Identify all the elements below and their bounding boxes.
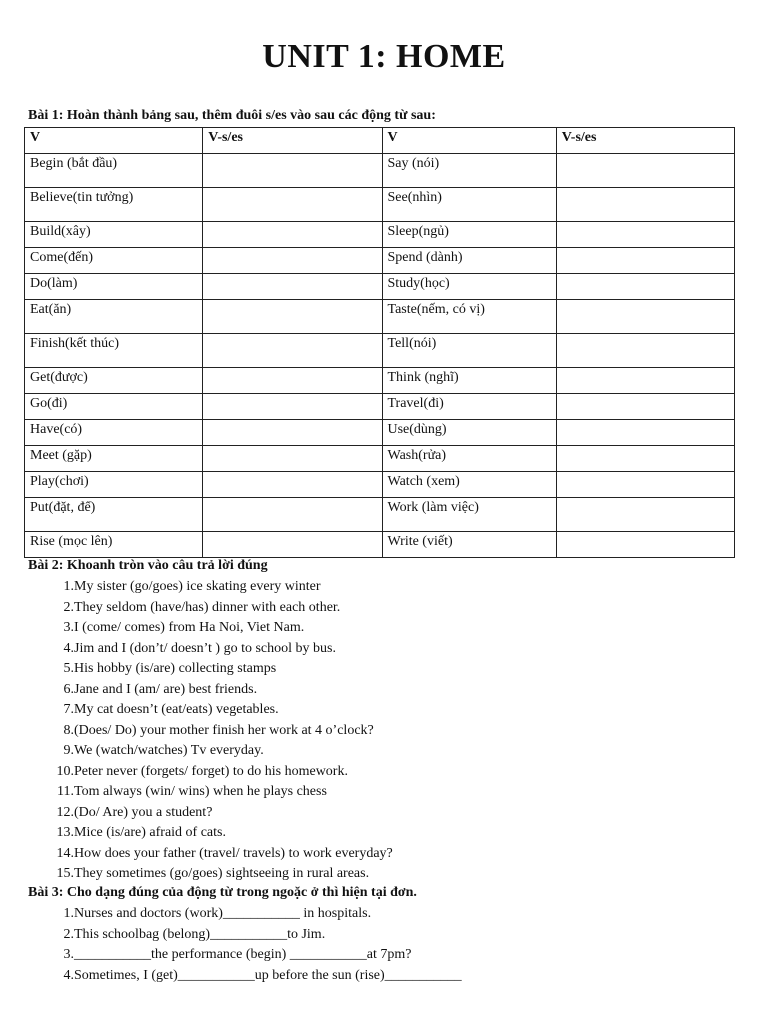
answer-cell[interactable]: [203, 274, 382, 300]
item-text: My cat doesn’t (eat/eats) vegetables.: [74, 702, 279, 717]
verb-cell: Begin (bắt đầu): [25, 154, 203, 188]
item-number: 14.: [56, 845, 74, 861]
answer-cell[interactable]: [556, 274, 734, 300]
exercise3-heading: Bài 3: Cho dạng đúng của động từ trong ngoặc ở thì hiện tại đơn.: [28, 885, 417, 900]
column-header: V-s/es: [556, 128, 734, 154]
answer-cell[interactable]: [556, 498, 734, 532]
item-number: 3.: [63, 620, 74, 635]
answer-cell[interactable]: [203, 368, 382, 394]
item-text: Mice (is/are) afraid of cats.: [74, 825, 226, 840]
table-row: [25, 188, 735, 222]
verb-cell: Eat(ăn): [25, 300, 203, 334]
answer-cell[interactable]: [203, 420, 382, 446]
list-item: [50, 844, 740, 865]
list-item: [50, 782, 740, 803]
item-number: 8.: [63, 722, 74, 738]
list-item: [50, 721, 740, 742]
item-number: 6.: [63, 681, 74, 697]
verb-cell: Believe(tin tưởng): [25, 188, 203, 222]
item-text: ___________the performance (begin) ___________at 7pm?: [74, 947, 412, 962]
answer-cell[interactable]: [556, 222, 734, 248]
verb-cell: Come(đến): [25, 248, 203, 274]
table-row: [25, 154, 735, 188]
item-text: We (watch/watches) Tv everyday.: [74, 743, 264, 758]
item-number: 1.: [63, 579, 74, 594]
item-text: Tom always (win/ wins) when he plays chess: [74, 784, 327, 799]
table-row: [25, 334, 735, 368]
answer-cell[interactable]: [556, 446, 734, 472]
answer-cell[interactable]: [556, 248, 734, 274]
column-header: V: [25, 128, 203, 154]
verb-cell: Taste(nếm, có vị): [382, 300, 556, 334]
verb-cell: Think (nghĩ): [382, 368, 556, 394]
answer-cell[interactable]: [556, 154, 734, 188]
answer-cell[interactable]: [556, 300, 734, 334]
table-row: [25, 394, 735, 420]
verb-cell: Use(dùng): [382, 420, 556, 446]
column-header: V: [382, 128, 556, 154]
item-number: 2.: [63, 926, 74, 942]
answer-cell[interactable]: [556, 420, 734, 446]
verb-cell: Get(được): [25, 368, 203, 394]
item-number: 7.: [63, 702, 74, 717]
answer-cell[interactable]: [203, 154, 382, 188]
verb-cell: Put(đặt, để): [25, 498, 203, 532]
exercise3-list: [50, 904, 740, 986]
answer-cell[interactable]: [203, 188, 382, 222]
verb-cell: Go(đi): [25, 394, 203, 420]
list-item: [50, 598, 740, 619]
list-item: [50, 700, 740, 721]
list-item: [50, 803, 740, 824]
item-text: My sister (go/goes) ice skating every winter: [74, 579, 321, 594]
page-title: UNIT 1: HOME: [262, 38, 506, 75]
item-number: 11.: [57, 784, 74, 799]
answer-cell[interactable]: [556, 532, 734, 558]
verb-cell: Study(học): [382, 274, 556, 300]
answer-cell[interactable]: [556, 472, 734, 498]
verb-cell: Say (nói): [382, 154, 556, 188]
table-row: [25, 300, 735, 334]
item-text: Sometimes, I (get)___________up before the sun (rise)___________: [74, 967, 462, 983]
answer-cell[interactable]: [556, 394, 734, 420]
item-text: Peter never (forgets/ forget) to do his homework.: [74, 763, 348, 779]
item-text: Jim and I (don’t/ doesn’t ) go to school by bus.: [74, 640, 336, 656]
item-text: (Do/ Are) you a student?: [74, 804, 213, 820]
item-number: 15.: [56, 866, 74, 881]
answer-cell[interactable]: [203, 394, 382, 420]
list-item: [50, 945, 740, 966]
exercise2-heading: Bài 2: Khoanh tròn vào câu trả lời đúng: [28, 558, 268, 573]
list-item: [50, 762, 740, 783]
item-number: 1.: [63, 906, 74, 921]
item-text: This schoolbag (belong)___________to Jim.: [74, 926, 326, 942]
list-item: [50, 659, 740, 680]
answer-cell[interactable]: [203, 532, 382, 558]
verb-table-header-row: [25, 128, 735, 154]
answer-cell[interactable]: [203, 472, 382, 498]
item-text: They seldom (have/has) dinner with each other.: [74, 599, 341, 615]
list-item: [50, 639, 740, 660]
verb-table: [24, 127, 735, 558]
item-text: Jane and I (am/ are) best friends.: [74, 681, 258, 697]
verb-cell: Do(làm): [25, 274, 203, 300]
list-item: [50, 680, 740, 701]
item-number: 9.: [63, 743, 74, 758]
list-item: [50, 577, 740, 598]
exercise1-heading: Bài 1: Hoàn thành bảng sau, thêm đuôi s/es vào sau các động từ sau:: [28, 108, 436, 123]
item-text: I (come/ comes) from Ha Noi, Viet Nam.: [74, 620, 305, 635]
item-text: They sometimes (go/goes) sightseeing in rural areas.: [74, 866, 370, 881]
answer-cell[interactable]: [203, 498, 382, 532]
column-header: V-s/es: [203, 128, 382, 154]
table-row: [25, 446, 735, 472]
verb-cell: See(nhìn): [382, 188, 556, 222]
table-row: [25, 368, 735, 394]
item-text: (Does/ Do) your mother finish her work at 4 o’clock?: [74, 722, 374, 738]
verb-cell: Finish(kết thúc): [25, 334, 203, 368]
verb-cell: Travel(đi): [382, 394, 556, 420]
table-row: [25, 420, 735, 446]
item-text: His hobby (is/are) collecting stamps: [74, 661, 277, 676]
list-item: [50, 966, 740, 987]
verb-cell: Watch (xem): [382, 472, 556, 498]
answer-cell[interactable]: [203, 300, 382, 334]
table-row: [25, 532, 735, 558]
item-number: 5.: [63, 661, 74, 676]
item-number: 10.: [56, 763, 74, 779]
verb-cell: Build(xây): [25, 222, 203, 248]
verb-cell: Tell(nói): [382, 334, 556, 368]
verb-cell: Work (làm việc): [382, 498, 556, 532]
answer-cell[interactable]: [556, 334, 734, 368]
verb-cell: Wash(rửa): [382, 446, 556, 472]
verb-cell: Rise (mọc lên): [25, 532, 203, 558]
item-number: 2.: [63, 599, 74, 615]
item-number: 3.: [63, 947, 74, 962]
verb-cell: Spend (dành): [382, 248, 556, 274]
verb-cell: Meet (gặp): [25, 446, 203, 472]
verb-cell: Play(chơi): [25, 472, 203, 498]
answer-cell[interactable]: [203, 222, 382, 248]
answer-cell[interactable]: [203, 334, 382, 368]
table-row: [25, 472, 735, 498]
list-item: [50, 904, 740, 925]
answer-cell[interactable]: [556, 368, 734, 394]
item-text: How does your father (travel/ travels) to work everyday?: [74, 845, 393, 861]
table-row: [25, 498, 735, 532]
list-item: [50, 823, 740, 844]
table-row: [25, 274, 735, 300]
list-item: [50, 864, 740, 885]
table-row: [25, 222, 735, 248]
item-text: Nurses and doctors (work)___________ in hospitals.: [74, 906, 372, 921]
answer-cell[interactable]: [556, 188, 734, 222]
list-item: [50, 618, 740, 639]
verb-cell: Have(có): [25, 420, 203, 446]
verb-cell: Sleep(ngủ): [382, 222, 556, 248]
item-number: 13.: [56, 825, 74, 840]
verb-cell: Write (viết): [382, 532, 556, 558]
item-number: 4.: [63, 967, 74, 983]
item-number: 12.: [56, 804, 74, 820]
exercise2-list: [50, 577, 740, 885]
answer-cell[interactable]: [203, 248, 382, 274]
answer-cell[interactable]: [203, 446, 382, 472]
item-number: 4.: [63, 640, 74, 656]
table-row: [25, 248, 735, 274]
list-item: [50, 925, 740, 946]
list-item: [50, 741, 740, 762]
